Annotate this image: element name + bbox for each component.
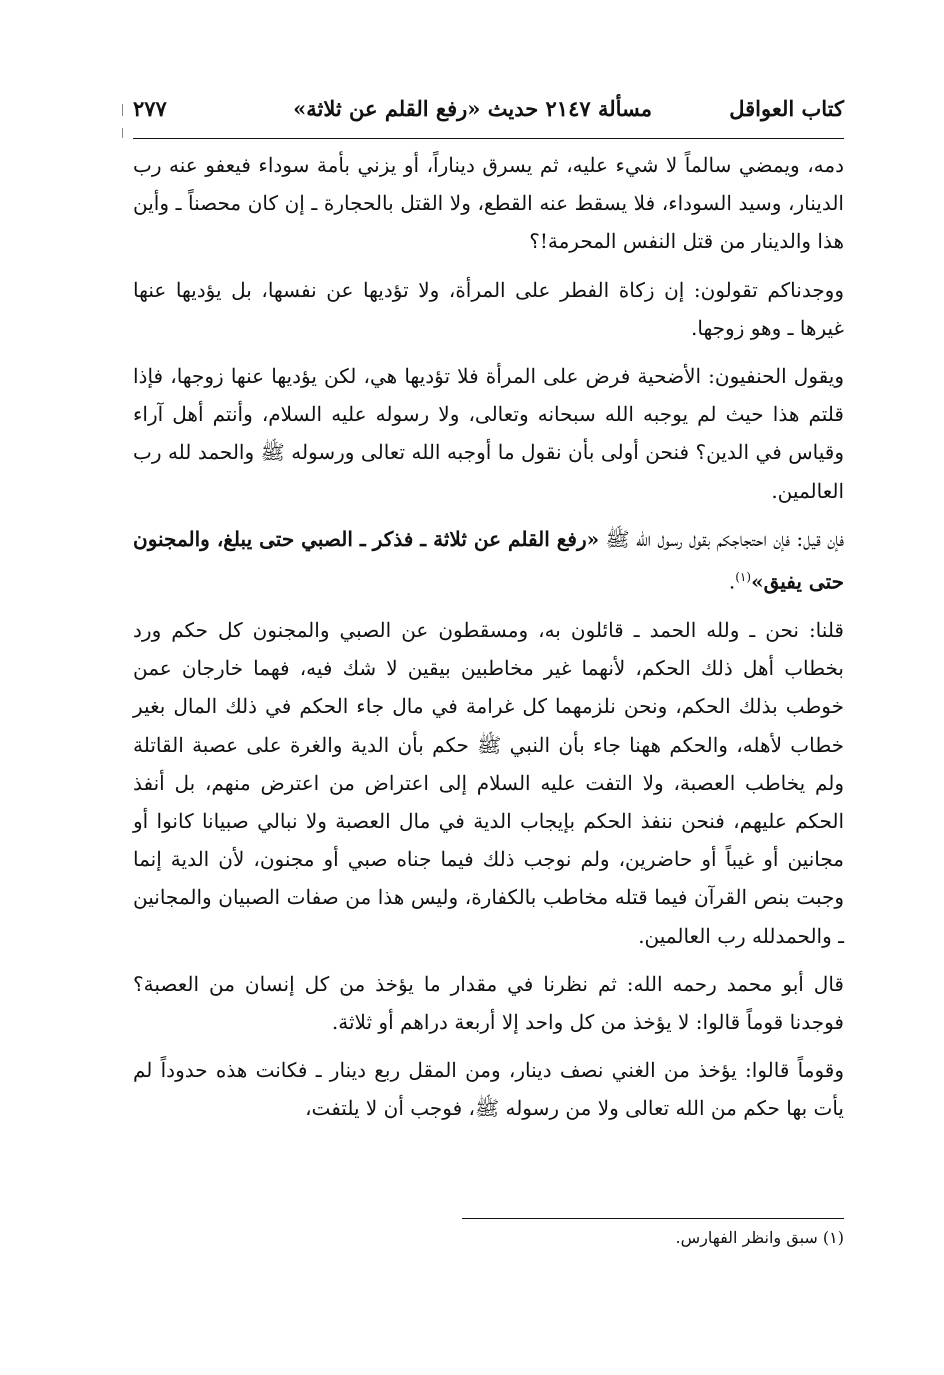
main-text <box>133 146 844 1138</box>
paragraph-2: ووجدناكم تقولون: إن زكاة الفطر على المرأة، ولا تؤديها عن نفسها، بل يؤديها عنها غيرها ـ وهو زوجها. <box>133 277 844 340</box>
paragraph-6: وقوماً قالوا: يؤخذ من الغني نصف دينار، ومن المقل ربع دينار ـ فكانت هذه حدوداً لم يأت بها حكم من الله تعالى ولا من رسوله ﷺ، فوجب أن لا يلتفت، <box>133 1058 844 1121</box>
margin-mark <box>122 128 123 138</box>
hadith-end: . <box>728 569 736 594</box>
hadith-lead: فإن قيل: فإن احتجاجكم بقول رسول الله ﷺ <box>605 526 845 551</box>
paragraph-hadith <box>133 520 844 601</box>
running-header <box>133 96 844 136</box>
hadith-quote: «رفع القلم عن ثلاثة ـ فذكر ـ الصبي حتى يبلغ، والمجنون حتى يفيق» <box>133 526 844 594</box>
issue-title: مسألة ٢١٤٧ حديث «رفع القلم عن ثلاثة» <box>293 96 652 121</box>
footnote-rule <box>462 1218 844 1219</box>
paragraph-1: دمه، ويمضي سالماً لا شيء عليه، ثم يسرق ديناراً، أو يزني بأمة سوداء فيعفو عنه رب الدينار، وسيد السوداء، فلا يسقط عنه القطع، ولا القتل بالحجارة ـ إن كان محصناً ـ وأين هذا والدينار من قتل النفس المحرمة!؟ <box>133 153 844 254</box>
page-number: ٢٧٧ <box>133 96 167 121</box>
header-rule <box>133 138 844 139</box>
margin-mark <box>122 104 123 116</box>
paragraph-4: قلنا: نحن ـ ولله الحمد ـ قائلون به، ومسقطون عن الصبي والمجنون كل حكم ورد بخطاب أهل ذلك الحكم، لأنهما غير مخاطبين بيقين لا شك فيه، فهما خارجان عمن خوطب بذلك الحكم، ونحن نلزمهما كل غرامة في مال جاء الحكم في ذلك المال بغير خطاب لأهله، والحكم ههنا جاء بأن النبي ﷺ حكم بأن الدية والغرة على عصبة القاتلة ولم يخاطب العصبة، ولا التفت عليه السلام إلى اعتراض من اعترض منهم، بل أنفذ الحكم عليهم، فنحن ننفذ الحكم بإيجاب الدية في مال العصبة ولا نبالي صبيانا كانوا أو مجانين أو غيباً أو حاضرين، ولم نوجب ذلك فيما جناه صبي أو مجنون، لأن الدية إنما وجبت بنص القرآن فيما قتله مخاطب بالكفارة، وليس هذا من صفات الصبيان والمجانين ـ والحمدلله رب العالمين. <box>133 617 844 948</box>
footnote: (١) سبق وانظر الفهارس. <box>675 1228 844 1247</box>
paragraph-3: ويقول الحنفيون: الأضحية فرض على المرأة فلا تؤديها هي، لكن يؤديها عنها زوجها، فإذا قلتم هذا حيث لم يوجبه الله سبحانه وتعالى، ولا رسوله عليه السلام، وأنتم أهل آراء وقياس في الدين؟ فنحن أولى بأن نقول ما أوجبه الله تعالى ورسوله ﷺ والحمد لله رب العالمين. <box>133 364 844 503</box>
footnote-reference[interactable]: (١) <box>735 570 752 585</box>
book-title: كتاب العواقل <box>729 96 844 121</box>
paragraph-5: قال أبو محمد رحمه الله: ثم نظرنا في مقدار ما يؤخذ من كل إنسان من العصبة؟ فوجدنا قوماً قالوا: لا يؤخذ من كل واحد إلا أربعة دراهم أو ثلاثة. <box>133 971 844 1034</box>
